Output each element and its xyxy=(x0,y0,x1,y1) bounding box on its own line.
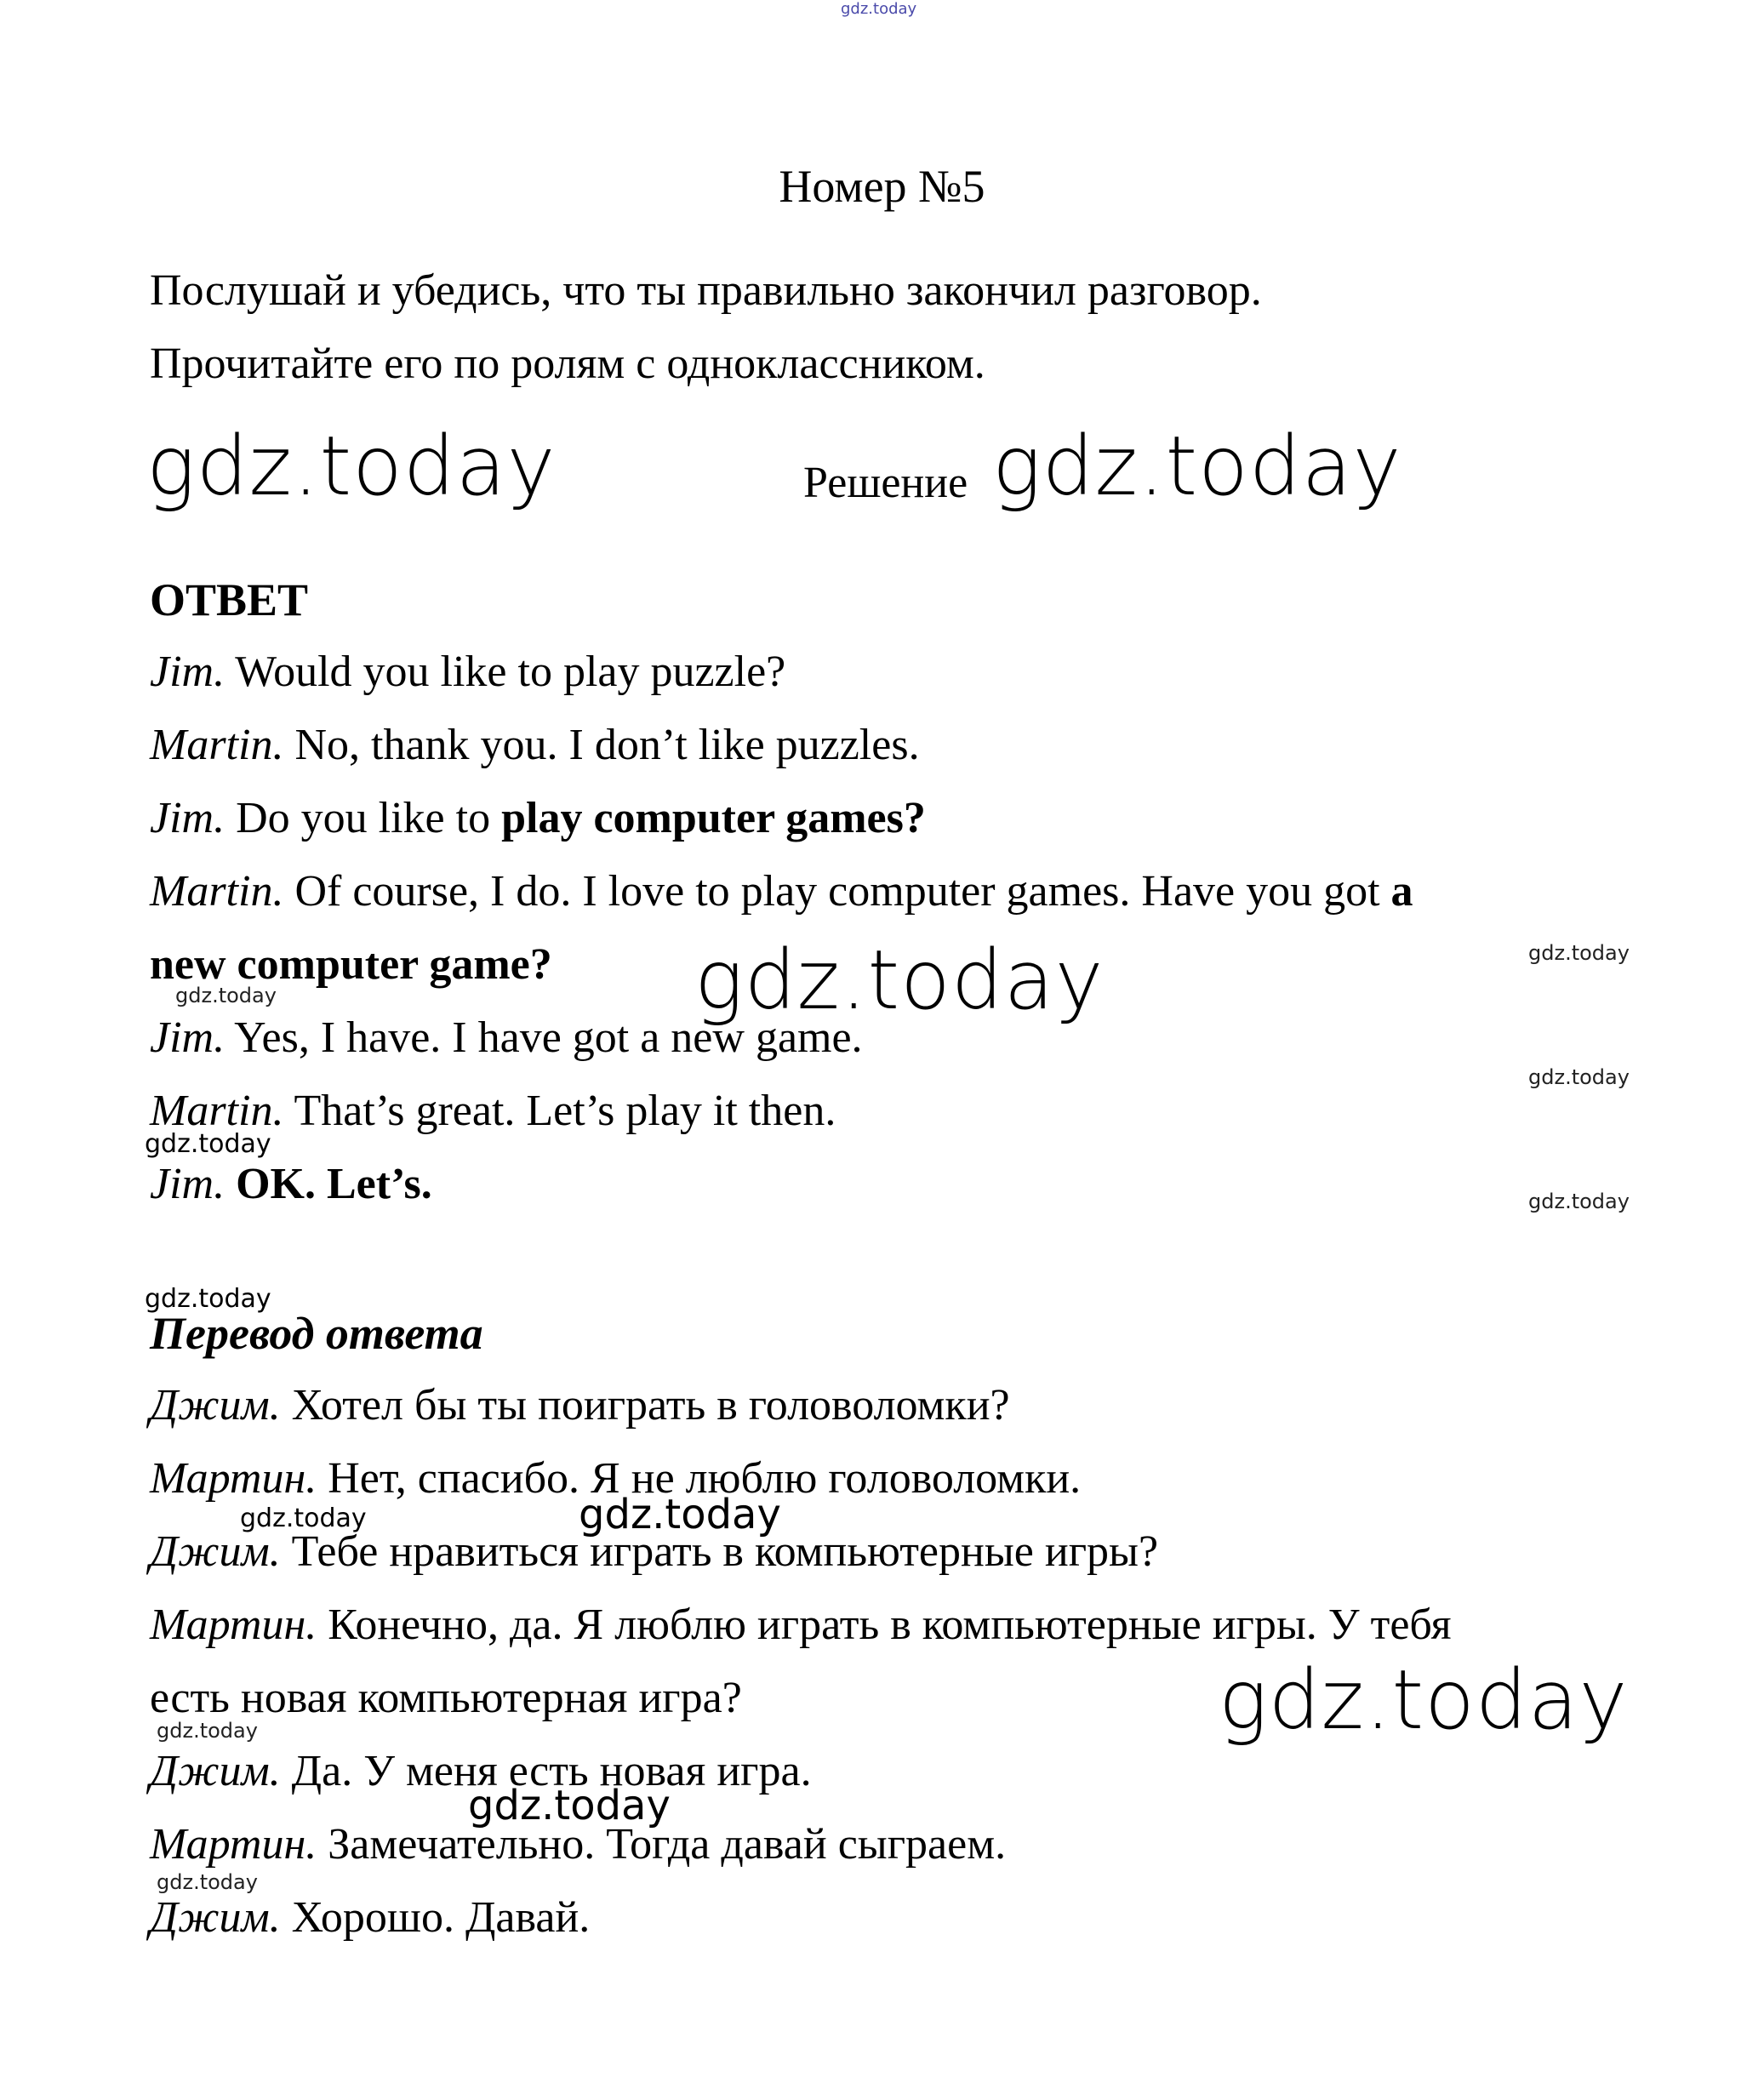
watermark-medium: gdz.today xyxy=(468,1782,671,1829)
translation-text: есть новая компьютерная игра? xyxy=(150,1674,742,1722)
task-line-1: Послушай и убедись, что ты правильно закончил разговор. xyxy=(150,266,1262,315)
page-title: Номер №5 xyxy=(779,161,985,212)
translation-line xyxy=(150,1893,591,1942)
answer-text xyxy=(225,1160,236,1208)
speaker-name: Джим. xyxy=(150,1381,281,1429)
answer-line xyxy=(150,723,920,768)
solution-label: Решение xyxy=(803,459,968,507)
watermark-large-left: gdz.today xyxy=(146,419,557,514)
answer-text: Yes, I have. I have got a new game. xyxy=(225,1013,863,1062)
watermark-small: gdz.today xyxy=(157,1870,258,1894)
answer-bold: new computer game? xyxy=(150,940,552,989)
task-line-2: Прочитайте его по ролям с одноклассником. xyxy=(150,340,985,388)
translation-text: Конечно, да. Я люблю играть в компьютерные игры. У тебя xyxy=(317,1601,1452,1649)
translation-line xyxy=(150,1603,1452,1647)
watermark-small: gdz.today xyxy=(175,984,277,1007)
speaker-name: Джим. xyxy=(150,1527,281,1576)
answer-line xyxy=(150,650,785,694)
answer-heading: ОТВЕТ xyxy=(150,574,309,625)
watermark-small: gdz.today xyxy=(240,1504,367,1533)
translation-line xyxy=(150,1676,742,1721)
translation-line xyxy=(150,1381,1010,1429)
speaker-name: Джим. xyxy=(150,1747,281,1795)
speaker-name: Jim. xyxy=(150,1013,225,1062)
watermark-small: gdz.today xyxy=(1528,1065,1630,1089)
watermark-large-right: gdz.today xyxy=(992,419,1402,514)
answer-bold: a xyxy=(1390,867,1413,916)
watermark-small: gdz.today xyxy=(145,1284,271,1314)
answer-text: Would you like to play puzzle? xyxy=(225,648,786,696)
answer-text: Of course, I do. I love to play computer games. Have you got xyxy=(283,867,1391,916)
watermark-small: gdz.today xyxy=(157,1719,258,1743)
answer-text: No, thank you. I don’t like puzzles. xyxy=(283,721,920,769)
answer-bold: OK. Let’s. xyxy=(236,1160,432,1208)
speaker-name: Jim. xyxy=(150,794,225,842)
watermark-small: gdz.today xyxy=(1528,1190,1630,1213)
speaker-name: Мартин. xyxy=(150,1820,317,1869)
answer-line xyxy=(150,1162,432,1207)
watermark-medium: gdz.today xyxy=(579,1491,781,1538)
answer-line xyxy=(150,867,1413,916)
translation-text: Нет, спасибо. Я не люблю головоломки. xyxy=(317,1454,1082,1503)
translation-text: Хорошо. Давай. xyxy=(280,1893,591,1942)
translation-text: Хотел бы ты поиграть в головоломки? xyxy=(280,1381,1010,1429)
translation-heading: Перевод ответа xyxy=(150,1308,483,1359)
answer-line xyxy=(150,940,552,989)
speaker-name: Martin. xyxy=(150,867,284,916)
speaker-name: Мартин. xyxy=(150,1454,317,1503)
watermark-large-center: gdz.today xyxy=(694,933,1105,1028)
watermark-top: gdz.today xyxy=(841,0,917,18)
speaker-name: Martin. xyxy=(150,721,284,769)
speaker-name: Мартин. xyxy=(150,1601,317,1649)
answer-line xyxy=(150,1089,836,1133)
answer-bold: play computer games? xyxy=(501,794,926,842)
speaker-name: Martin. xyxy=(150,1087,284,1135)
translation-text: Да. У меня есть новая игра. xyxy=(280,1747,812,1795)
answer-line xyxy=(150,796,926,841)
speaker-name: Jim. xyxy=(150,648,225,696)
watermark-small: gdz.today xyxy=(145,1129,271,1159)
watermark-large-bottom: gdz.today xyxy=(1219,1652,1629,1748)
answer-text: Do you like to xyxy=(225,794,502,842)
speaker-name: Джим. xyxy=(150,1893,281,1942)
translation-text: Замечательно. Тогда давай сыграем. xyxy=(317,1820,1007,1869)
translation-text: Тебе нравиться играть в компьютерные игры? xyxy=(280,1527,1159,1576)
answer-text: That’s great. Let’s play it then. xyxy=(283,1087,836,1135)
watermark-small: gdz.today xyxy=(1528,941,1630,965)
speaker-name: Jim. xyxy=(150,1160,225,1208)
